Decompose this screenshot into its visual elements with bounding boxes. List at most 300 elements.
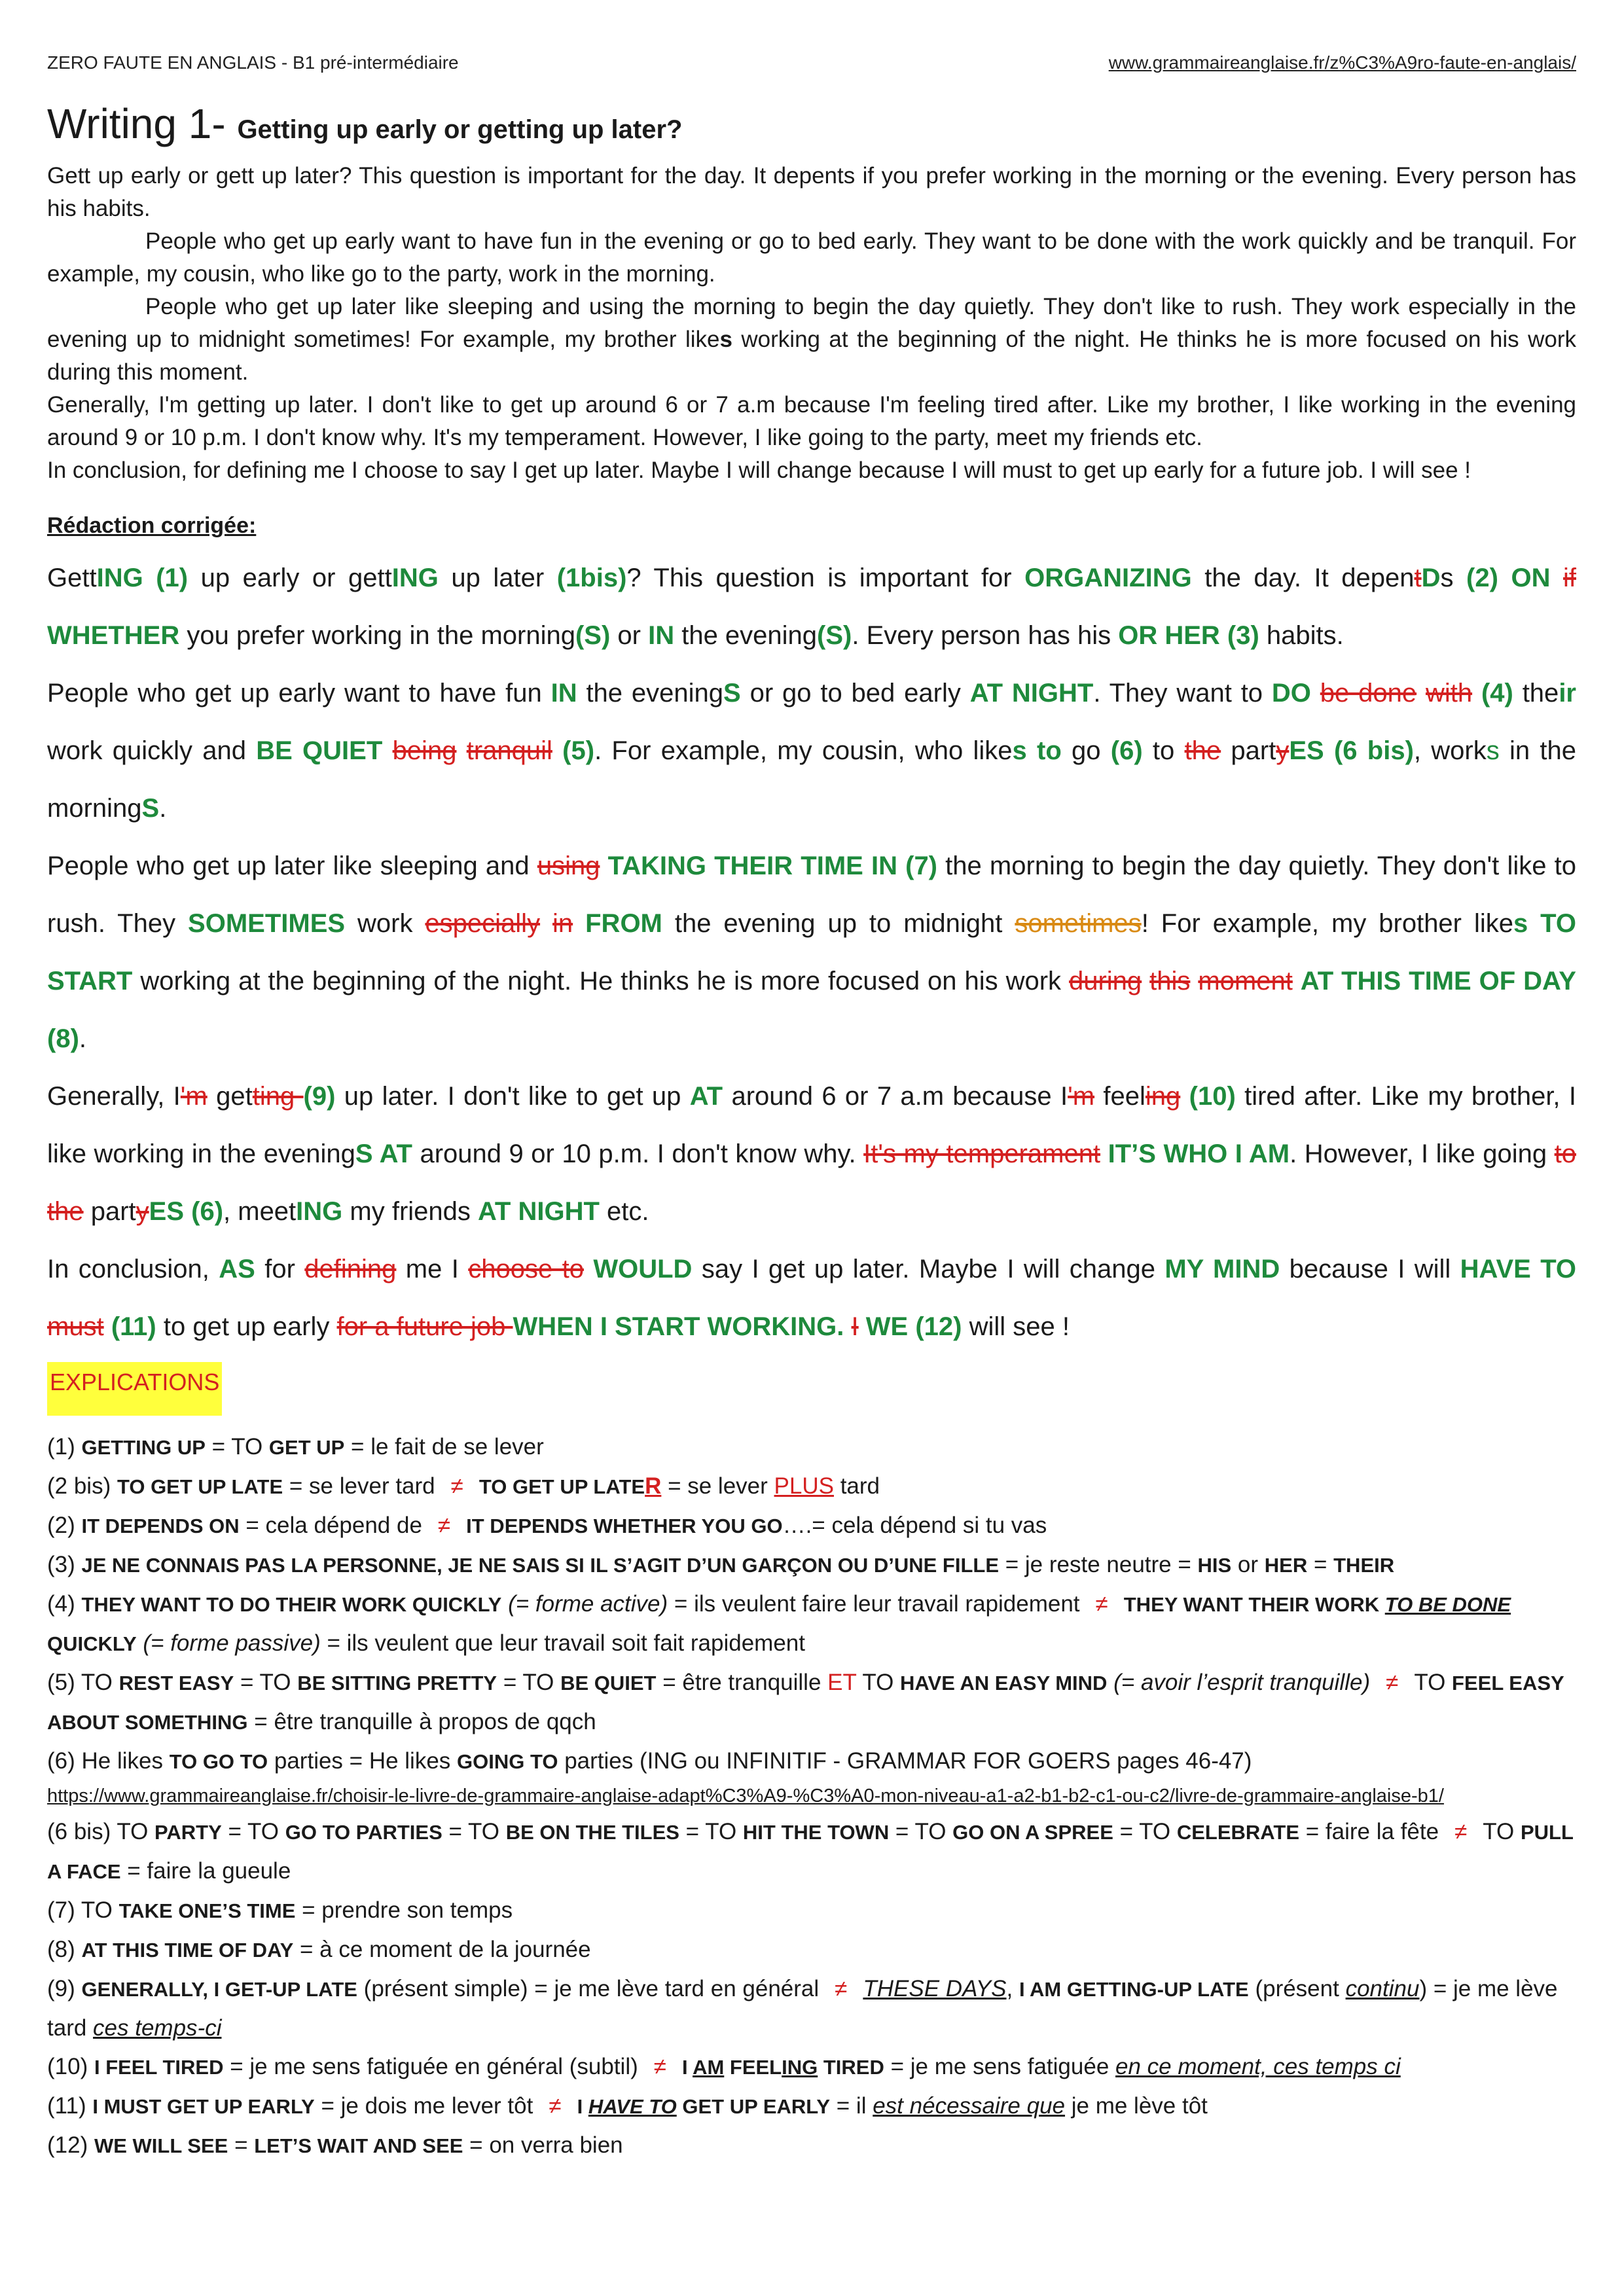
text-segment: ) = je me lève tard	[47, 1976, 1558, 2041]
text-segment: Generally, I	[47, 1082, 181, 1111]
text-segment: (2) ON	[1466, 564, 1551, 592]
explication-item	[47, 2047, 1576, 2087]
text-segment: AT NIGHT	[478, 1197, 600, 1226]
text-segment: (10)	[47, 2054, 94, 2079]
explication-item	[47, 1930, 1576, 1969]
text-segment: ≠	[1454, 1819, 1468, 1844]
text-segment: ≠	[835, 1976, 848, 2001]
text-segment: the evening up to midnight	[662, 909, 1015, 938]
text-segment: (5) TO	[47, 1670, 119, 1695]
text-segment: (5)	[562, 736, 595, 765]
text-segment: = prendre son temps	[295, 1897, 513, 1923]
text-segment: = je me sens fatiguée	[884, 2054, 1116, 2079]
text-segment: s to	[1012, 736, 1062, 765]
text-segment: .	[159, 794, 167, 823]
text-segment: People who get up early want to have fun	[47, 679, 551, 708]
text-segment: PULL A FACE	[47, 1821, 1574, 1883]
text-segment: . Every person has his	[852, 621, 1119, 650]
text-segment: (= forme passive)	[143, 1630, 321, 1656]
text-segment: the day. It depen	[1191, 564, 1415, 592]
text-segment: IT DEPENDS WHETHER YOU GO	[466, 1515, 783, 1537]
text-segment	[1293, 967, 1301, 996]
text-segment	[382, 736, 392, 765]
text-segment: GET UP EARLY	[676, 2095, 831, 2118]
text-segment: ! For example, my brother like	[1141, 909, 1513, 938]
text-segment	[1550, 564, 1563, 592]
explications-list	[47, 1427, 1576, 2165]
text-segment: = on verra bien	[463, 2132, 623, 2158]
text-segment: IT DEPENDS ON	[81, 1515, 240, 1537]
text-segment: get	[207, 1082, 253, 1111]
corrected-paragraph	[47, 837, 1576, 1067]
text-segment: part	[1221, 736, 1276, 765]
text-segment: WE WILL SEE	[94, 2134, 228, 2157]
text-segment: (3)	[47, 1552, 82, 1577]
original-paragraph-4: Generally, I'm getting up later. I don't like to get up around 6 or 7 a.m because I'm feeling tired after. Like my brother, I like working in the evening around 9 or 10 p.m. I don't know why. It's my temperament. However, I like going to the party, meet my friends etc.	[47, 392, 1576, 450]
text-segment: part	[83, 1197, 136, 1226]
text-segment: = ils veulent que leur travail soit fait rapidement	[320, 1630, 805, 1656]
text-segment: AM	[693, 2056, 725, 2079]
text-segment: in	[552, 909, 573, 938]
text-segment	[1100, 1139, 1108, 1168]
text-segment: SOMETIMES	[188, 909, 346, 938]
text-segment: TO GET UP LATE	[117, 1475, 283, 1498]
text-segment: around 6 or 7 a.m because I	[723, 1082, 1068, 1111]
text-segment: (6)	[1110, 736, 1143, 765]
text-segment: I FEEL TIRED	[94, 2056, 224, 2079]
text-segment: ES (6)	[149, 1197, 224, 1226]
text-segment: =	[228, 2132, 255, 2158]
text-segment: work	[345, 909, 425, 938]
text-segment: = TO	[497, 1670, 561, 1695]
text-segment: TO BE DONE	[1384, 1593, 1511, 1616]
explication-item	[47, 1506, 1576, 1545]
text-segment: In conclusion,	[47, 1255, 219, 1283]
original-paragraph-2: People who get up early want to have fun in the evening or go to bed early. They want to be done with the work quickly and be tranquil. For example, my cousin, who like go to the party, work in the morning.	[47, 228, 1576, 287]
text-segment: FROM	[585, 909, 662, 938]
text-segment: TO	[1483, 1819, 1521, 1844]
text-segment: or	[610, 621, 649, 650]
text-segment: moment	[1198, 967, 1293, 996]
text-segment: THEIR	[1333, 1554, 1395, 1577]
text-segment: =	[1307, 1552, 1334, 1577]
title-subtitle: Getting up early or getting up later?	[237, 115, 683, 144]
text-segment: in the morning	[47, 736, 1577, 823]
text-segment: parties (ING ou INFINITIF - GRAMMAR FOR GOERS pages 46-47)	[558, 1748, 1252, 1774]
text-segment: PLUS	[774, 1473, 834, 1499]
text-segment: my friends	[342, 1197, 478, 1226]
text-segment	[1472, 679, 1481, 708]
text-segment: 'm	[1068, 1082, 1095, 1111]
text-segment: S	[141, 794, 160, 823]
text-segment: WE (12)	[865, 1312, 962, 1341]
text-segment: etc.	[599, 1197, 649, 1226]
text-segment: around 9 or 10 p.m. I don't know why.	[412, 1139, 864, 1168]
text-segment: Gett	[47, 564, 97, 592]
corrected-paragraph	[47, 1240, 1576, 1355]
text-segment: ,	[1006, 1976, 1019, 2001]
text-segment: work quickly and	[47, 736, 257, 765]
explications-heading: EXPLICATIONS	[47, 1362, 222, 1416]
text-segment: ORGANIZING	[1024, 564, 1192, 592]
text-segment: JE NE CONNAIS PAS LA PERSONNE, JE NE SAIS SI IL S’AGIT D’UN GARÇON OU D’UNE FILLE	[81, 1554, 999, 1577]
text-segment	[540, 909, 552, 938]
text-segment	[600, 852, 607, 880]
text-segment: the morning to begin the day quietly. They don't like to rush. They	[47, 852, 1576, 938]
header-url-link[interactable]: www.grammaireanglaise.fr/z%C3%A9ro-faute-en-anglais/	[1108, 52, 1576, 73]
text-segment: to	[1142, 736, 1185, 765]
text-segment	[1416, 679, 1426, 708]
text-segment: (présent	[1248, 1976, 1346, 2001]
text-segment: or go to bed early	[740, 679, 970, 708]
text-segment: = je reste neutre =	[999, 1552, 1198, 1577]
original-paragraph-3-start: People who get up later like sleeping and using the morning to begin the day quietly. They don't like to rush. They work especially in the evening up to midnight sometimes! For example, my brother like	[47, 294, 1576, 352]
text-segment: (6) He likes	[47, 1748, 170, 1774]
text-segment: . However, I like going	[1290, 1139, 1555, 1168]
text-segment: en ce moment, ces temps ci	[1115, 2054, 1401, 2079]
text-segment: ING	[391, 564, 439, 592]
text-segment: = faire la fête	[1299, 1819, 1439, 1844]
text-segment: BE SITTING PRETTY	[297, 1672, 497, 1695]
text-segment: TO	[1414, 1670, 1453, 1695]
explication-item	[47, 1742, 1576, 1781]
text-segment: ces temps-ci	[93, 2015, 222, 2041]
text-segment: (9)	[303, 1082, 336, 1111]
corrected-paragraph	[47, 549, 1576, 664]
text-segment: AT NIGHT	[969, 679, 1094, 708]
text-segment: (10)	[1189, 1082, 1236, 1111]
text-segment	[1190, 967, 1198, 996]
text-segment	[104, 1312, 111, 1341]
text-segment: I	[681, 2056, 693, 2079]
text-segment: feel	[1094, 1082, 1146, 1111]
original-paragraph-1: Gett up early or gett up later? This question is important for the day. It depents if you prefer working in the morning or the evening. Every person has his habits.	[47, 163, 1576, 221]
text-segment: go	[1061, 736, 1111, 765]
text-segment: tranquil	[466, 736, 552, 765]
text-segment: = faire la gueule	[120, 1858, 291, 1884]
text-segment: with	[1425, 679, 1473, 708]
text-segment: s	[1440, 564, 1467, 592]
text-segment: TO GO TO	[169, 1750, 268, 1773]
text-segment: = cela dépend de	[239, 1513, 422, 1538]
text-segment: TO GET UP LATE	[478, 1475, 645, 1498]
text-segment: R	[645, 1473, 662, 1499]
text-segment	[1311, 679, 1320, 708]
text-segment: HIT THE TOWN	[742, 1821, 890, 1844]
text-segment: for a future job	[336, 1312, 513, 1341]
text-segment: IT’S WHO I AM	[1108, 1139, 1290, 1168]
text-segment: (2 bis)	[47, 1473, 117, 1499]
text-segment: S AT	[355, 1139, 412, 1168]
text-segment: ≠	[450, 1473, 463, 1499]
text-segment: be done	[1320, 679, 1417, 708]
text-segment: (8)	[47, 1937, 82, 1962]
grammar-book-link[interactable]: https://www.grammaireanglaise.fr/choisir-le-livre-de-grammaire-anglaise-adapt%C3%A9-%C3%A0-mon-niveau-a1-a2-b1-b2-c1-ou-c2/livre-de-grammaire-anglaise-b1/	[47, 1785, 1444, 1806]
text-segment: HAVE AN EASY MIND	[900, 1672, 1108, 1695]
text-segment: (12)	[47, 2132, 94, 2158]
corrected-paragraph	[47, 664, 1576, 837]
text-segment: AS	[219, 1255, 255, 1283]
text-segment: = se lever	[661, 1473, 774, 1499]
text-segment: tard	[833, 1473, 880, 1499]
text-segment: AT THIS TIME OF DAY (8)	[47, 967, 1576, 1053]
text-segment: OR HER (3)	[1118, 621, 1259, 650]
text-segment: = je me sens fatiguée en général (subtil)	[223, 2054, 638, 2079]
text-segment: you prefer working in the morning	[179, 621, 575, 650]
text-segment: LET’S WAIT AND SEE	[254, 2134, 463, 2157]
text-segment: BE QUIET	[256, 736, 383, 765]
text-segment: I	[577, 2095, 588, 2118]
text-segment: S	[723, 679, 741, 708]
text-segment: working at the beginning of the night. He thinks he is more focused on his work	[132, 967, 1069, 996]
text-segment: ING	[782, 2056, 818, 2079]
text-segment: GET UP	[268, 1436, 345, 1459]
text-segment: (S)	[817, 621, 852, 650]
text-segment: (4)	[1481, 679, 1513, 708]
text-segment: ing	[1145, 1082, 1181, 1111]
text-segment: using	[537, 852, 600, 880]
text-segment: or	[1231, 1552, 1265, 1577]
text-segment: THESE DAYS	[863, 1976, 1007, 2001]
text-segment: = se lever tard	[283, 1473, 435, 1499]
text-segment: I	[851, 1312, 859, 1341]
text-segment: People who get up later like sleeping and	[47, 852, 537, 880]
text-segment: QUICKLY	[47, 1632, 137, 1655]
text-segment: est nécessaire que	[873, 2093, 1066, 2119]
text-segment: the evening	[577, 679, 724, 708]
explication-item	[47, 1812, 1576, 1891]
text-segment: WHETHER	[47, 621, 180, 650]
explication-item	[47, 1969, 1576, 2047]
text-segment: = ils veulent faire leur travail rapidement	[668, 1591, 1080, 1617]
explication-item	[47, 1585, 1576, 1663]
text-segment: (S)	[575, 621, 611, 650]
text-segment: during	[1068, 967, 1142, 996]
original-paragraph-5: In conclusion, for defining me I choose to say I get up later. Maybe I will change because I will must to get up early for a future job. I will see !	[47, 457, 1471, 483]
text-segment: ≠	[1095, 1591, 1108, 1617]
original-essay	[47, 160, 1576, 487]
text-segment: IN	[648, 621, 675, 650]
text-segment: s TO START	[47, 909, 1576, 996]
text-segment: up later	[438, 564, 557, 592]
text-segment: ≠	[653, 2054, 666, 2079]
text-segment: ET	[827, 1670, 863, 1695]
text-segment: THEY WANT THEIR WORK	[1123, 1593, 1385, 1616]
text-segment: say I get up later. Maybe I will change	[692, 1255, 1165, 1283]
explication-item	[47, 2126, 1576, 2165]
text-segment: GETTING UP	[81, 1436, 206, 1459]
text-segment: continu	[1345, 1976, 1420, 2001]
title-main: Writing 1-	[47, 100, 238, 147]
text-segment: WHEN I START WORKING.	[513, 1312, 844, 1341]
text-segment: = TO	[889, 1819, 953, 1844]
corrected-heading: Rédaction corrigée:	[47, 513, 257, 538]
text-segment: ir	[1559, 679, 1576, 708]
text-segment: y	[1276, 736, 1290, 765]
text-segment: ≠	[437, 1513, 451, 1538]
text-segment: (= forme active)	[508, 1591, 668, 1617]
document-title	[47, 99, 1576, 148]
text-segment	[584, 1255, 593, 1283]
explication-item	[47, 1545, 1576, 1585]
text-segment: (présent simple) = je me lève tard en général	[357, 1976, 820, 2001]
text-segment: je me lève tôt	[1065, 2093, 1208, 2119]
course-label: ZERO FAUTE EN ANGLAIS - B1 pré-intermédiaire	[47, 52, 459, 73]
text-segment: (= avoir l’esprit tranquille)	[1113, 1670, 1371, 1695]
text-segment: (6 bis) TO	[47, 1819, 155, 1844]
text-segment: t	[1414, 564, 1422, 592]
text-segment: . For example, my cousin, who like	[594, 736, 1013, 765]
text-segment: (2)	[47, 1513, 82, 1538]
text-segment: up early or gett	[188, 564, 392, 592]
text-segment: TIRED	[818, 2056, 884, 2079]
text-segment: ….= cela dépend si tu vas	[782, 1513, 1047, 1538]
text-segment: MY MIND	[1164, 1255, 1280, 1283]
text-segment: REST EASY	[118, 1672, 234, 1695]
text-segment: It's my temperament	[863, 1139, 1101, 1168]
document-page	[47, 52, 1576, 2165]
text-segment: IN	[550, 679, 577, 708]
text-segment	[1180, 1082, 1189, 1111]
text-segment: choose to	[468, 1255, 584, 1283]
text-segment: D	[1421, 564, 1441, 592]
text-segment: DO	[1271, 679, 1311, 708]
text-segment: habits.	[1259, 621, 1344, 650]
text-segment	[1107, 1670, 1113, 1695]
text-segment: = TO	[442, 1819, 506, 1844]
text-segment: ING	[296, 1197, 343, 1226]
page-header	[47, 52, 1576, 73]
text-segment	[573, 909, 585, 938]
text-segment: , meet	[223, 1197, 297, 1226]
text-segment: (7) TO	[47, 1897, 119, 1923]
text-segment: HAVE TO	[1460, 1255, 1577, 1283]
explication-item	[47, 1891, 1576, 1930]
text-segment: BE QUIET	[560, 1672, 657, 1695]
text-segment: = être tranquille	[656, 1670, 828, 1695]
corrected-paragraph	[47, 1067, 1576, 1240]
explication-item	[47, 1663, 1576, 1742]
text-segment: THEY WANT TO DO THEIR WORK QUICKLY	[81, 1593, 502, 1616]
text-segment: me I	[396, 1255, 469, 1283]
original-paragraph-3-bold-s: s	[719, 327, 732, 352]
text-segment: TO	[862, 1670, 901, 1695]
text-segment: because I will	[1280, 1255, 1460, 1283]
text-segment: HAVE TO	[588, 2095, 677, 2118]
text-segment: ING (1)	[96, 564, 189, 592]
text-segment: = le fait de se lever	[344, 1434, 544, 1460]
text-segment: (11)	[47, 2093, 93, 2119]
text-segment: the	[1184, 736, 1221, 765]
text-segment: (9)	[47, 1976, 82, 2001]
text-segment: (1bis)	[556, 564, 627, 592]
text-segment: ≠	[1386, 1670, 1399, 1695]
text-segment: ES (6 bis)	[1289, 736, 1414, 765]
text-segment: must	[47, 1312, 104, 1341]
text-segment	[137, 1630, 143, 1656]
text-segment: FEEL	[724, 2056, 782, 2079]
text-segment: PARTY	[154, 1821, 222, 1844]
text-segment: sometimes	[1015, 909, 1142, 938]
text-segment: if	[1563, 564, 1576, 592]
text-segment: = TO	[205, 1434, 269, 1460]
text-segment: = il	[830, 2093, 873, 2119]
text-segment: BE ON THE TILES	[505, 1821, 679, 1844]
text-segment: = TO	[234, 1670, 298, 1695]
text-segment: the evening	[674, 621, 818, 650]
text-segment: this	[1149, 967, 1191, 996]
text-segment	[1142, 967, 1149, 996]
text-segment: the	[1513, 679, 1559, 708]
text-segment: , work	[1413, 736, 1487, 765]
text-segment: I AM GETTING-UP LATE	[1019, 1978, 1249, 2001]
text-segment: TAKING THEIR TIME IN (7)	[607, 852, 938, 880]
text-segment: being	[392, 736, 457, 765]
original-paragraph-3	[47, 291, 1576, 389]
text-segment: = à ce moment de la journée	[293, 1937, 591, 1962]
original-paragraph-3-end: working at the beginning of the night. He thinks he is more focused on his work during this moment.	[47, 327, 1576, 385]
text-segment: up later. I don't like to get up	[335, 1082, 690, 1111]
text-segment: = être tranquille à propos de qqch	[247, 1709, 596, 1734]
text-segment: defining	[304, 1255, 397, 1283]
text-segment: HIS	[1197, 1554, 1232, 1577]
text-segment: = TO	[1113, 1819, 1177, 1844]
explication-item	[47, 2087, 1576, 2126]
text-segment: ? This question is important for	[626, 564, 1025, 592]
text-segment: GENERALLY, I GET-UP LATE	[81, 1978, 357, 2001]
text-segment: AT THIS TIME OF DAY	[81, 1939, 294, 1962]
text-segment	[501, 1591, 508, 1617]
text-segment: FEEL EASY ABOUT SOMETHING	[47, 1672, 1564, 1734]
text-segment: tired after. Like my brother, I like working in the evening	[47, 1082, 1576, 1168]
text-segment: s	[1486, 736, 1500, 765]
text-segment	[844, 1312, 851, 1341]
text-segment: 'm	[180, 1082, 208, 1111]
text-segment: = TO	[221, 1819, 285, 1844]
text-segment: will see !	[962, 1312, 1070, 1341]
text-segment: ting	[252, 1082, 304, 1111]
text-segment: I MUST GET UP EARLY	[92, 2095, 315, 2118]
text-segment: GO ON A SPREE	[952, 1821, 1113, 1844]
text-segment	[859, 1312, 866, 1341]
explication-item	[47, 1467, 1576, 1506]
text-segment: to get up early	[156, 1312, 337, 1341]
text-segment: (11)	[111, 1312, 156, 1341]
text-segment	[456, 736, 466, 765]
text-segment: = je dois me lever tôt	[314, 2093, 533, 2119]
text-segment: (1)	[47, 1434, 82, 1460]
text-segment	[552, 736, 562, 765]
text-segment: GO TO PARTIES	[285, 1821, 442, 1844]
text-segment: WOULD	[593, 1255, 693, 1283]
text-segment: parties = He likes	[268, 1748, 458, 1774]
text-segment: (4)	[47, 1591, 82, 1617]
text-segment: to the	[47, 1139, 1576, 1226]
text-segment: = TO	[679, 1819, 743, 1844]
text-segment: HER	[1264, 1554, 1308, 1577]
text-segment: .	[79, 1024, 87, 1053]
text-segment: ≠	[549, 2093, 562, 2119]
explication-item	[47, 1427, 1576, 1467]
text-segment: CELEBRATE	[1176, 1821, 1300, 1844]
text-segment: y	[135, 1197, 149, 1226]
text-segment: TAKE ONE’S TIME	[118, 1899, 296, 1922]
text-segment: GOING TO	[457, 1750, 558, 1773]
text-segment: . They want to	[1093, 679, 1272, 708]
text-segment: AT	[689, 1082, 723, 1111]
text-segment: for	[255, 1255, 305, 1283]
text-segment: especially	[425, 909, 541, 938]
